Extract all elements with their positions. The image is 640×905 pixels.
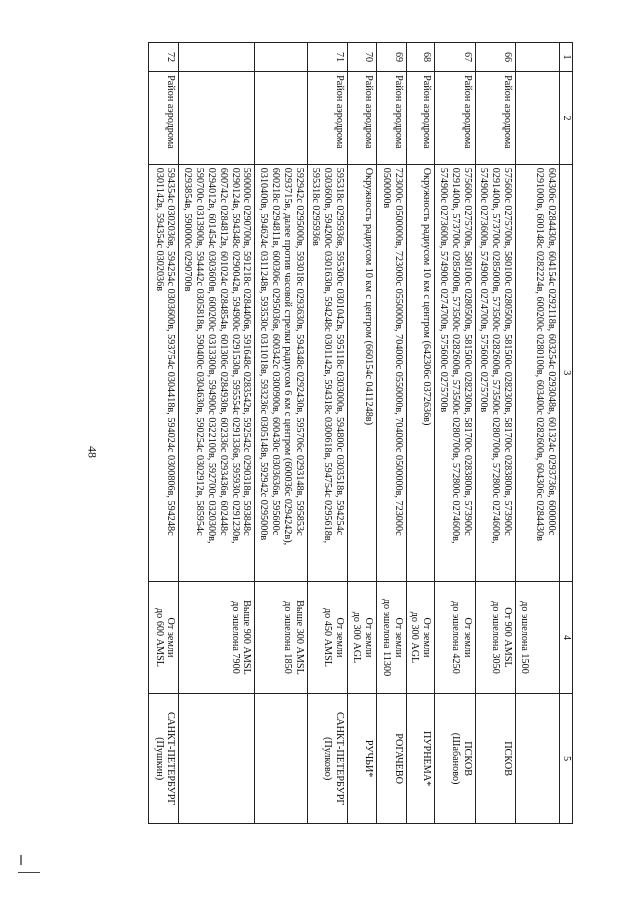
altitude-line: От земли <box>392 617 404 658</box>
altitude-line: до эшелона 3050 <box>490 601 502 674</box>
altitude-line: до эшелона 11300 <box>380 598 392 677</box>
zone-type: Район аэродрома <box>348 72 377 165</box>
table-row <box>348 43 377 824</box>
zone-type <box>516 72 560 165</box>
table-row <box>255 43 307 824</box>
aerodrome-line: САНКТ-ПЕТЕРБУРГ <box>334 711 346 806</box>
altitude-line: до эшелона 1500 <box>518 601 530 674</box>
scan-margin-mark <box>18 872 40 873</box>
row-number: 68 <box>406 43 435 72</box>
zone-type: Район аэродрома <box>376 72 406 165</box>
coordinates: Окружность радиусом 10 км с центром (660154с 0411248в) <box>348 164 377 581</box>
altitude-limits <box>348 581 377 694</box>
aerodrome-name <box>307 694 347 824</box>
aerodrome-name <box>516 694 560 824</box>
header-col-4: 4 <box>560 581 573 694</box>
aerodrome-name <box>149 694 179 824</box>
aerodrome-line: ПСКОВ <box>461 741 473 777</box>
altitude-line: до эшелона 4250 <box>449 601 461 674</box>
header-col-1: 1 <box>560 43 573 72</box>
altitude-limits <box>179 581 255 694</box>
altitude-line: до 300 AGL <box>350 611 362 664</box>
altitude-line: до эшелона 7900 <box>229 601 241 674</box>
table-row <box>406 43 435 824</box>
airspace-table <box>148 42 573 824</box>
altitude-limits <box>406 581 435 694</box>
aerodrome-name <box>435 694 475 824</box>
row-number: 67 <box>435 43 475 72</box>
altitude-limits <box>149 581 179 694</box>
coordinates: 594354с 0302036в, 594254с 0303600в, 593754с 0304418в, 594024с 0300806в, 594248с 0301142в, 594354с 0302036в <box>149 164 179 581</box>
aerodrome-line: РУЧЬИ* <box>362 739 374 778</box>
coordinates: Окружность радиусом 10 км с центром (642306с 0372636в) <box>406 164 435 581</box>
zone-type <box>179 72 255 165</box>
aerodrome-line: ПСКОВ <box>502 741 513 777</box>
table-row <box>516 43 560 824</box>
table-row <box>435 43 475 824</box>
altitude-limits <box>516 581 560 694</box>
altitude-line: От 900 AMSL <box>502 607 513 668</box>
altitude-line: до 300 AGL <box>409 611 421 664</box>
aerodrome-name <box>475 694 515 824</box>
table-row <box>307 43 347 824</box>
coordinates: 575600с 0275700в, 580100с 0280500в, 581500с 0282300в, 581700с 0283800в, 573900с 0291400в, 573700с 0285000в, 573500с 0282600в, 573500с 0280700в, 572800с 0274600в, 574900с 0273600в, 574900с 0274700в, 575600с 0275700в <box>435 164 475 581</box>
scan-margin-mark <box>20 855 22 865</box>
rotated-table-wrapper <box>109 42 573 824</box>
zone-type: Район аэродрома <box>475 72 515 165</box>
aerodrome-line: (Пулково) <box>322 737 334 781</box>
altitude-line: до эшелона 1850 <box>281 601 293 674</box>
aerodrome-name <box>348 694 377 824</box>
page-number-text: 48 <box>85 446 100 458</box>
altitude-limits <box>255 581 307 694</box>
row-number: 71 <box>307 43 347 72</box>
altitude-line: От земли <box>362 617 374 658</box>
zone-type: Район аэродрома <box>149 72 179 165</box>
altitude-limits <box>376 581 406 694</box>
coordinates: 595318с 0295936в, 595300с 0301042в, 595118с 0303000в, 594800с 0303518в, 594254с 0303600в, 594200с 0301630в, 594248с 0301142в, 594318с 0300618в, 594754с 0295618в, 595318с 0295936в <box>307 164 347 581</box>
altitude-line: От земли <box>421 617 433 658</box>
header-col-5: 5 <box>560 694 573 824</box>
row-number: 69 <box>376 43 406 72</box>
header-col-3: 3 <box>560 164 573 581</box>
aerodrome-name <box>376 694 406 824</box>
altitude-line: От земли <box>334 617 346 658</box>
row-number: 70 <box>348 43 377 72</box>
coordinates: 590000с 0290700в, 591218с 0284406в, 591648с 0283542в, 592542с 0290318в, 593848с 0290124в, 594348с 0290042в, 594900с 0291530в, 595554с 0291336в, 595930с 0291230в, 600742с 0284812в, 601024с 0284854в, 601306с 0284930в, 602336с 0293436в, 602448с 0294012в, 601454с 0303600в, 600200с 0313300в, 594900с 0322100в, 592700с 0320300в, 590700с 0313900в, 594442с 0305818в, 590400с 0304630в, 590254с 0302912в, 585954с 0293854в, 590000с 0290700в <box>179 164 255 581</box>
aerodrome-line: (Шабаново) <box>449 732 461 785</box>
row-number <box>255 43 307 72</box>
altitude-line: От земли <box>165 617 177 658</box>
table-row <box>149 43 179 824</box>
row-number: 72 <box>149 43 179 72</box>
altitude-line: до 600 AMSL <box>153 608 165 667</box>
header-col-2: 2 <box>560 72 573 165</box>
altitude-line: до 450 AMSL <box>322 608 334 667</box>
aerodrome-name <box>179 694 255 824</box>
zone-type <box>255 72 307 165</box>
aerodrome-line: (Пушкин) <box>153 737 165 781</box>
aerodrome-name <box>255 694 307 824</box>
coordinates: 723000с 0500000в, 723000с 0550000в, 704000с 0550000в, 704000с 0500000в, 723000с 0500000в <box>376 164 406 581</box>
altitude-limits <box>435 581 475 694</box>
coordinates: 592942с 0295000в, 593018с 0293630в, 594348с 0292430в, 595706с 0293148в, 595853с 0293715в, далее против часовой стрелки радиусом 6 км с центром (600036с 0294242в), 600218с 0294811в, 600306с 0295036в, 600342с 0300900в, 600430с 0303636в, 595600с 0310400в, 594624с 0311248в, 593530с 0311018в, 593236с 0305148в, 592942с 0295000в <box>255 164 307 581</box>
table-row <box>376 43 406 824</box>
row-number: 66 <box>475 43 515 72</box>
coordinates: 604306с 0284430в, 604154с 0292118в, 603254с 0293048в, 601324с 0293736в, 600000с 0291000в, 600148с 0282224в, 600200с 0280100в, 603400с 0282600в, 604306с 0284430в <box>516 164 560 581</box>
altitude-limits <box>307 581 347 694</box>
aerodrome-name <box>406 694 435 824</box>
zone-type: Район аэродрома <box>406 72 435 165</box>
zone-type: Район аэродрома <box>307 72 347 165</box>
altitude-line: Выше 300 AMSL <box>293 600 305 675</box>
table-row <box>179 43 255 824</box>
aerodrome-line: ПУРНЕМА* <box>421 730 433 787</box>
altitude-limits <box>475 581 515 694</box>
row-number <box>179 43 255 72</box>
coordinates: 575600с 0275700в, 580100с 0280500в, 581500с 0282300в, 581700с 0283800в, 573900с 0291400в, 573700с 0285000в, 573500с 0282600в, 573500с 0280700в, 572800с 0274600в, 574900с 0273600в, 574900с 0274700в, 575600с 0275700в <box>475 164 515 581</box>
aerodrome-line: РОГАЧЕВО <box>392 733 404 784</box>
row-number <box>516 43 560 72</box>
table-row <box>475 43 515 824</box>
header-row <box>560 43 573 824</box>
altitude-line: Выше 900 AMSL <box>241 600 253 675</box>
zone-type: Район аэродрома <box>435 72 475 165</box>
aerodrome-line: САНКТ-ПЕТЕРБУРГ <box>165 711 177 806</box>
altitude-line: От земли <box>461 617 473 658</box>
